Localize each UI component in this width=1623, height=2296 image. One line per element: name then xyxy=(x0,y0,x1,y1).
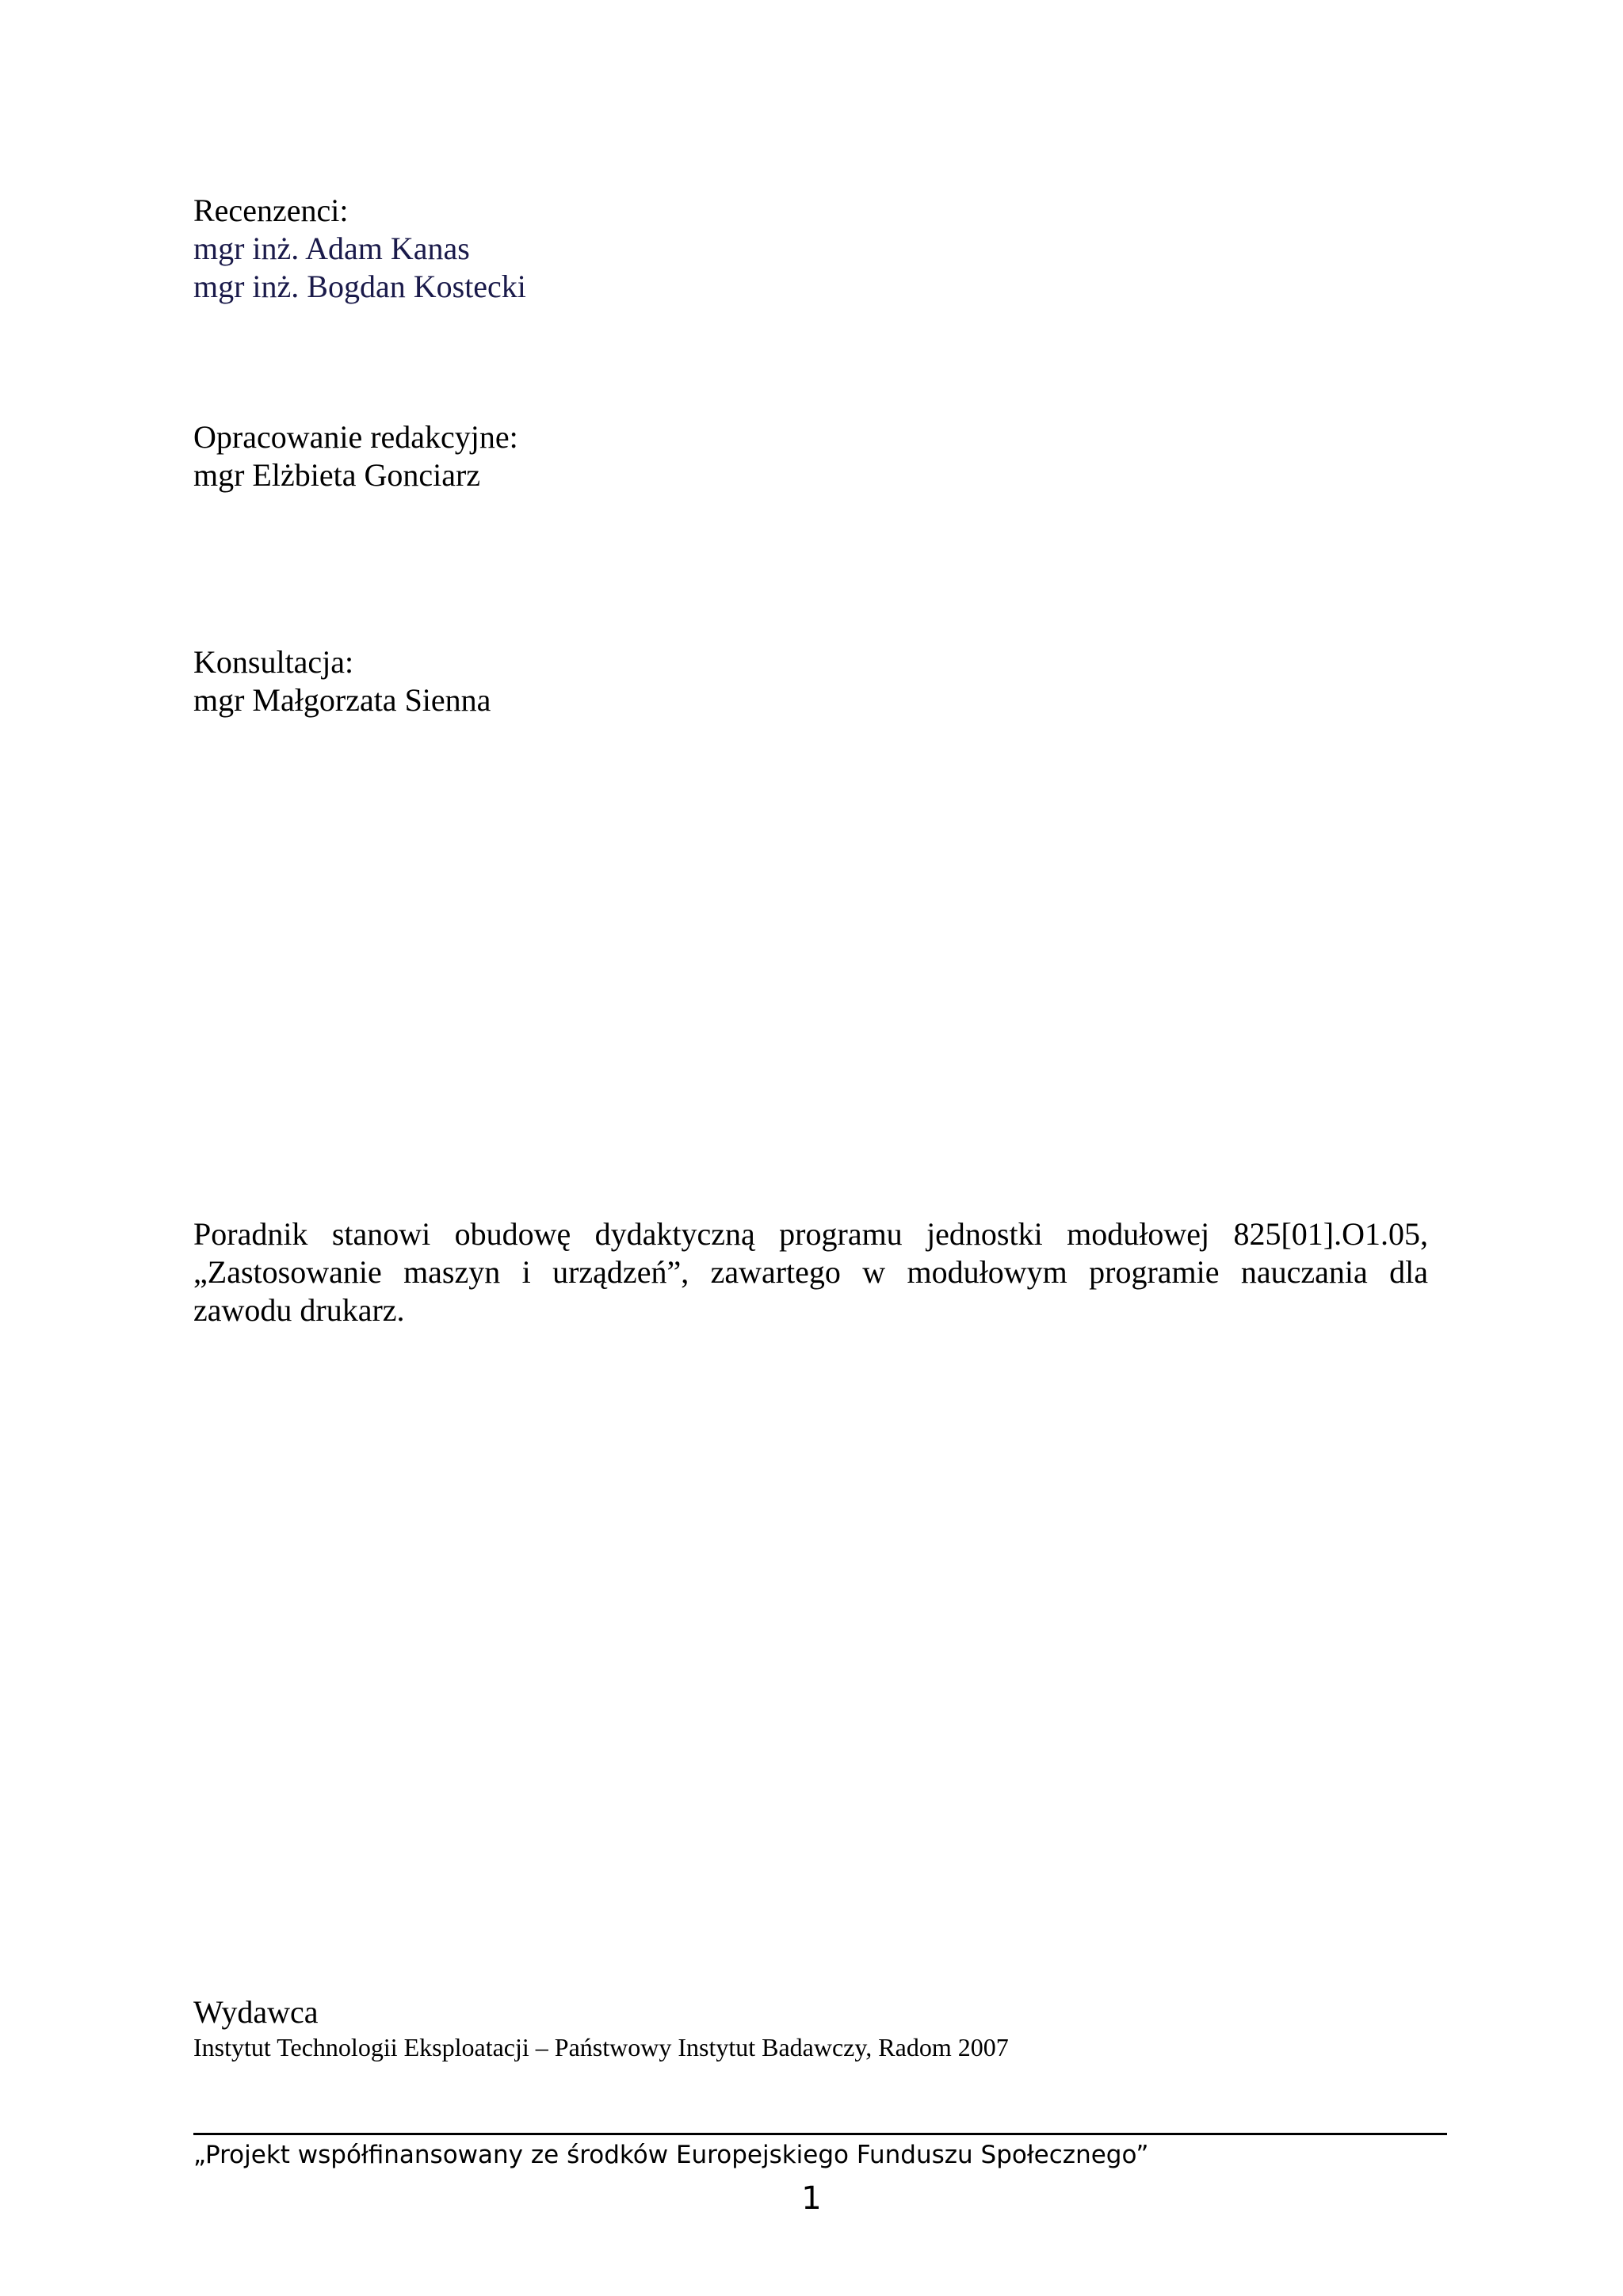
publisher-section xyxy=(193,1993,1009,2063)
consultation-section xyxy=(193,643,491,719)
consultant-name: mgr Małgorzata Sienna xyxy=(193,682,491,718)
publisher-label: Wydawca xyxy=(193,1994,319,2030)
consultation-heading: Konsultacja: xyxy=(193,644,354,680)
reviewers-section xyxy=(193,192,526,306)
description-line: zawodu drukarz. xyxy=(193,1292,405,1328)
page-number: 1 xyxy=(801,2180,822,2217)
description-paragraph xyxy=(193,1215,1428,1329)
description-line: Poradnik stanowi obudowę dydaktyczną programu jednostki modułowej 825[01].O1.05, xyxy=(193,1216,1428,1252)
description-line: „Zastosowanie maszyn i urządzeń”, zawartego w modułowym programie nauczania dla xyxy=(193,1254,1428,1290)
reviewer-name: mgr inż. Adam Kanas xyxy=(193,231,470,266)
editorial-heading: Opracowanie redakcyjne: xyxy=(193,419,518,455)
footer-funding-note: „Projekt współfinansowany ze środków Europejskiego Funduszu Społecznego” xyxy=(193,2141,1149,2169)
footer-divider xyxy=(193,2133,1447,2135)
publisher-name: Instytut Technologii Eksploatacji – Państwowy Instytut Badawczy, Radom 2007 xyxy=(193,2033,1009,2061)
editorial-section xyxy=(193,418,518,494)
reviewer-name: mgr inż. Bogdan Kostecki xyxy=(193,269,526,304)
editor-name: mgr Elżbieta Gonciarz xyxy=(193,457,481,493)
reviewers-heading: Recenzenci: xyxy=(193,193,349,228)
